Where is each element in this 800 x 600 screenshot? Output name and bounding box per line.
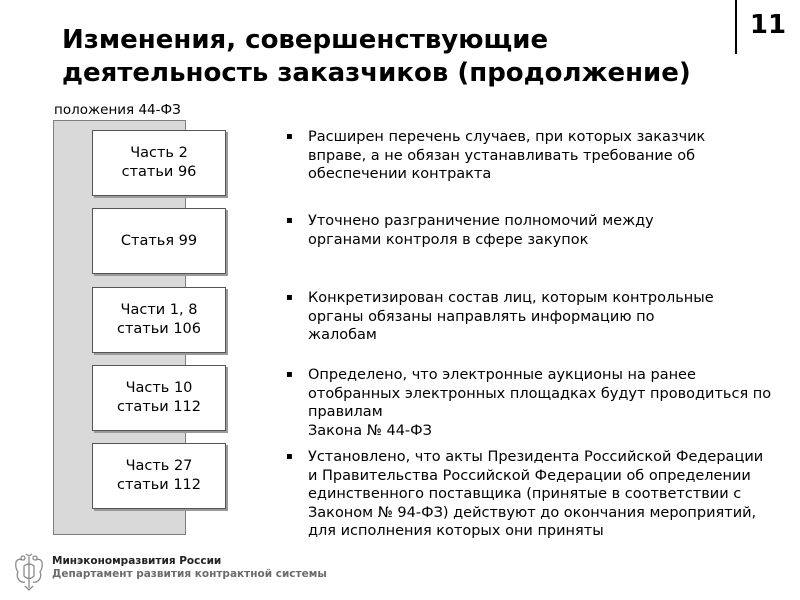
footer-ministry-name: Минэкономразвития России [52, 555, 222, 567]
provision-label: Статья 99 [120, 232, 198, 249]
page-number-divider [735, 0, 737, 54]
coat-of-arms-icon [12, 552, 46, 592]
page-number: 11 [749, 10, 787, 40]
change-bullet-text: Конкретизирован состав лиц, которым контрольные органы обязаны направлять информацию по жалобам [308, 290, 714, 343]
provision-box [92, 130, 226, 196]
provision-box [92, 443, 226, 509]
provision-label: Часть 2 статьи 96 [121, 145, 197, 180]
change-bullet-text: Уточнено разграничение полномочий между органами контроля в сфере закупок [308, 213, 654, 248]
square-bullet-icon: ▪ [286, 131, 293, 142]
provisions-panel-caption: положения 44-ФЗ [54, 102, 181, 118]
change-bullet-text: Расширен перечень случаев, при которых заказчик вправе, а не обязан устанавливать требование об обеспечении контракта [308, 129, 706, 182]
square-bullet-icon: ▪ [286, 369, 293, 380]
slide-title: Изменения, совершенствующие деятельность заказчиков (продолжение) [62, 25, 691, 88]
square-bullet-icon: ▪ [286, 451, 293, 462]
provision-box [92, 365, 226, 431]
square-bullet-icon: ▪ [286, 215, 293, 226]
provision-label: Часть 27 статьи 112 [116, 458, 201, 493]
change-bullet-text: Установлено, что акты Президента Российской Федерации и Правительства Российской Федерации об определении единственного поставщика (принятые в соответствии с Законом № 94-ФЗ) действуют до окончания мероприятий, для исполнения которых они приняты [308, 449, 764, 539]
square-bullet-icon: ▪ [286, 292, 293, 303]
provision-box [92, 287, 226, 353]
provision-label: Части 1, 8 статьи 106 [116, 302, 201, 337]
footer-department-name: Департамент развития контрактной системы [52, 568, 327, 580]
change-bullet-text: Определено, что электронные аукционы на ранее отобранных электронных площадках будут проводиться по правилам Закона № 44-ФЗ [308, 367, 772, 439]
provision-label: Часть 10 статьи 112 [116, 380, 201, 415]
provision-box [92, 208, 226, 274]
